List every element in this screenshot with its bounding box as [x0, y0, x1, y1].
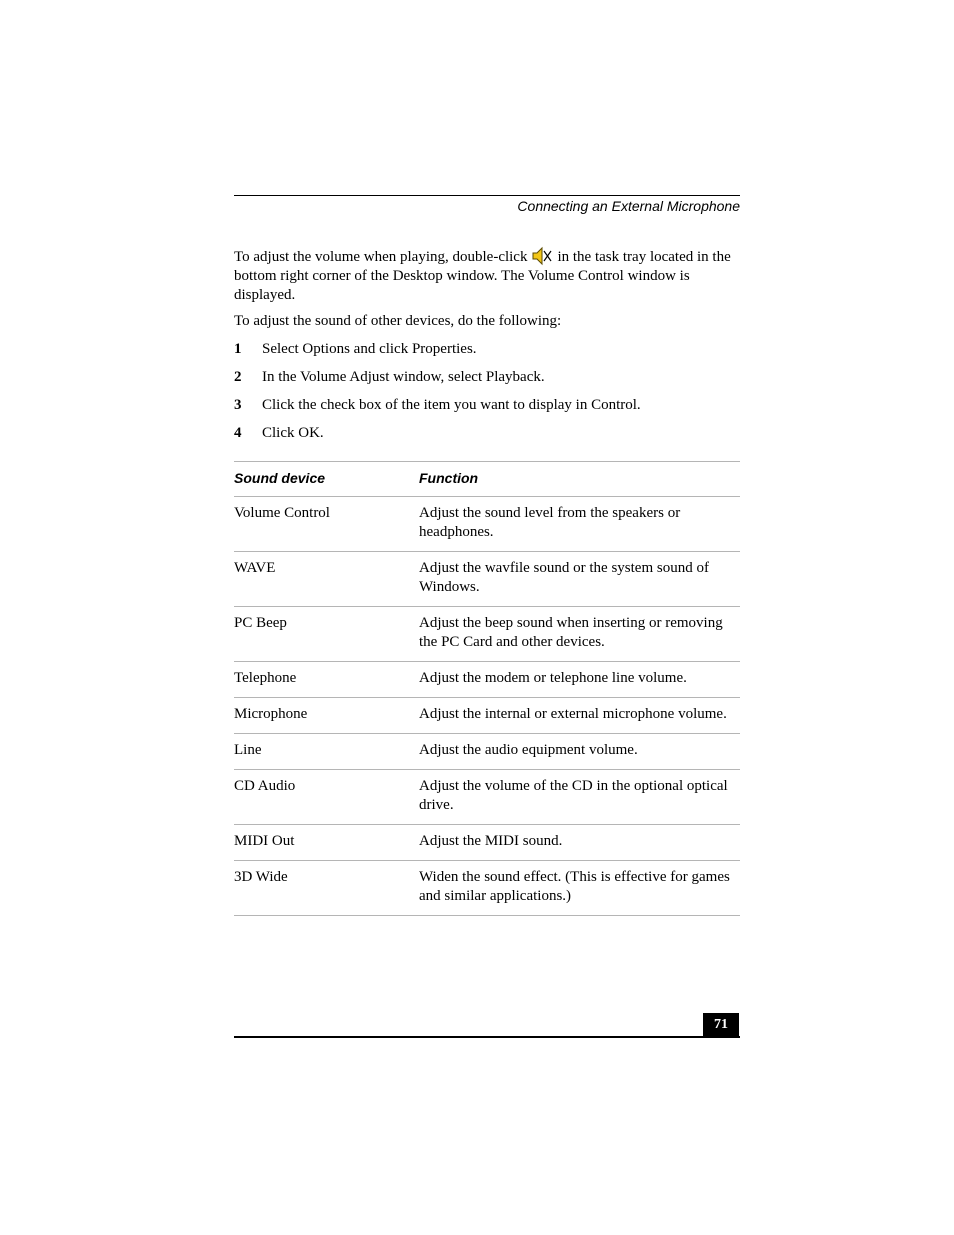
step-item — [234, 340, 740, 368]
table-row — [234, 552, 740, 607]
header-rule — [234, 195, 740, 196]
device-cell: MIDI Out — [234, 825, 419, 861]
step-text: Click the check box of the item you want to display in Control. — [262, 397, 641, 413]
volume-paragraph — [234, 246, 740, 305]
volume-text-before: To adjust the volume when playing, double-click — [234, 249, 528, 265]
steps-list — [234, 340, 740, 452]
table-header-row — [234, 462, 740, 497]
sound-device-table — [234, 461, 740, 916]
step-text: Click OK. — [262, 425, 324, 441]
table-row — [234, 825, 740, 861]
function-cell: Widen the sound effect. (This is effective for games and similar applications.) — [419, 861, 740, 916]
table-row — [234, 607, 740, 662]
step-number: 2 — [234, 369, 242, 385]
function-cell: Adjust the modem or telephone line volume. — [419, 662, 740, 698]
step-number: 1 — [234, 341, 242, 357]
function-cell: Adjust the wavfile sound or the system sound of Windows. — [419, 552, 740, 607]
table-row — [234, 497, 740, 552]
device-cell: Microphone — [234, 698, 419, 734]
table-row — [234, 662, 740, 698]
device-cell: 3D Wide — [234, 861, 419, 916]
volume-text-after: in the task tray located in the bottom right corner of the Desktop window. The Volume Control window is displayed. — [234, 249, 731, 303]
step-item — [234, 424, 740, 452]
column-header-function: Function — [419, 462, 740, 497]
speaker-icon — [531, 246, 553, 266]
function-cell: Adjust the volume of the CD in the optional optical drive. — [419, 770, 740, 825]
function-cell: Adjust the MIDI sound. — [419, 825, 740, 861]
step-item — [234, 396, 740, 424]
footer-rule — [234, 1036, 740, 1038]
device-cell: Telephone — [234, 662, 419, 698]
table-row — [234, 734, 740, 770]
function-cell: Adjust the audio equipment volume. — [419, 734, 740, 770]
device-cell: PC Beep — [234, 607, 419, 662]
table-row — [234, 698, 740, 734]
page-header-title: Connecting an External Microphone — [517, 198, 740, 214]
function-cell: Adjust the sound level from the speakers or headphones. — [419, 497, 740, 552]
step-text: Select Options and click Properties. — [262, 341, 477, 357]
page-number: 71 — [703, 1013, 739, 1037]
other-devices-paragraph: To adjust the sound of other devices, do the following: — [234, 313, 562, 329]
device-cell: CD Audio — [234, 770, 419, 825]
function-cell: Adjust the internal or external microphone volume. — [419, 698, 740, 734]
function-cell: Adjust the beep sound when inserting or removing the PC Card and other devices. — [419, 607, 740, 662]
step-number: 4 — [234, 425, 242, 441]
column-header-device: Sound device — [234, 462, 419, 497]
step-item — [234, 368, 740, 396]
table-row — [234, 770, 740, 825]
device-cell: Line — [234, 734, 419, 770]
device-cell: Volume Control — [234, 497, 419, 552]
step-number: 3 — [234, 397, 242, 413]
device-cell: WAVE — [234, 552, 419, 607]
table-row — [234, 861, 740, 916]
step-text: In the Volume Adjust window, select Playback. — [262, 369, 545, 385]
